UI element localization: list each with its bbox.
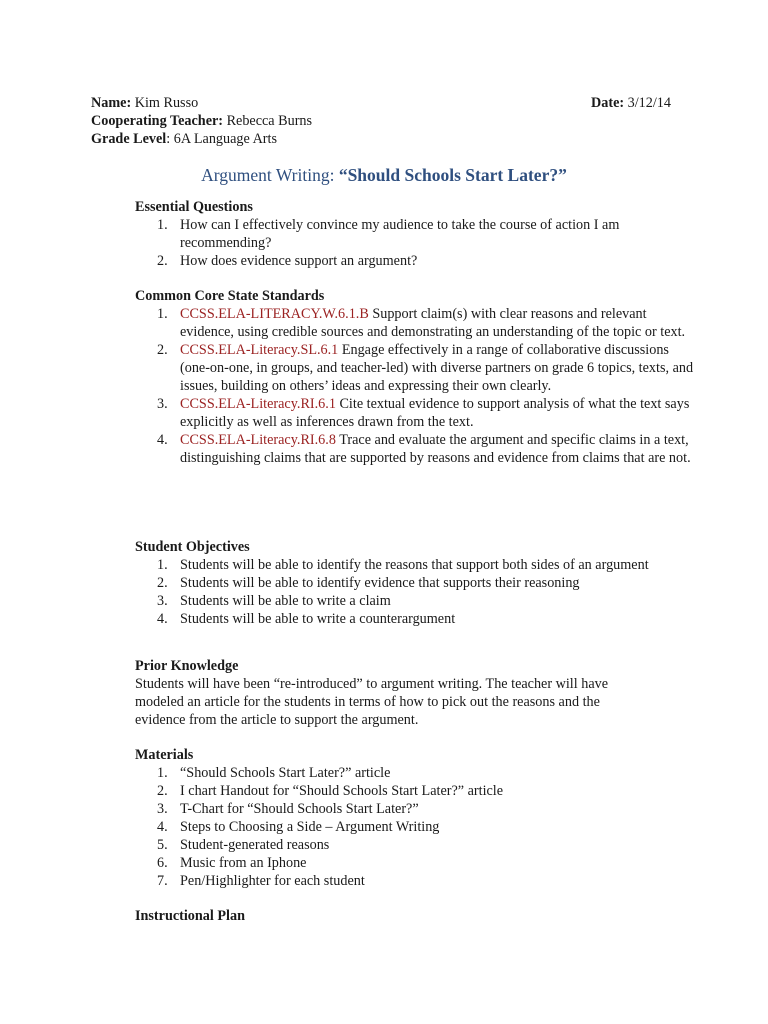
list-item: 4. CCSS.ELA-Literacy.RI.6.8 Trace and evaluate the argument and specific claims in a text, distinguishing claims that are supported by reasons and evidence from claims that are not.	[157, 432, 691, 466]
grade-line	[91, 130, 277, 148]
title-emphasis: “Should Schools Start Later?”	[338, 165, 567, 185]
essential-questions-heading: Essential Questions	[135, 199, 253, 215]
essential-questions-section	[135, 198, 695, 270]
essential-questions-list	[135, 216, 695, 270]
prior-knowledge-section	[135, 657, 645, 729]
objectives-section	[135, 538, 695, 628]
list-item: 1. How can I effectively convince my audience to take the course of action I am recommending?	[157, 217, 620, 251]
standard-code: CCSS.ELA-Literacy.RI.6.8	[180, 432, 336, 448]
list-item: 3. CCSS.ELA-Literacy.RI.6.1 Cite textual evidence to support analysis of what the text says explicitly as well as inferences drawn from the text.	[157, 396, 690, 430]
standard-code: CCSS.ELA-Literacy.RI.6.1	[180, 396, 336, 412]
list-item: 2. How does evidence support an argument?	[157, 253, 418, 269]
list-item: 6. Music from an Iphone	[157, 855, 307, 871]
list-item: 1. “Should Schools Start Later?” article	[157, 765, 391, 781]
standard-code: CCSS.ELA-Literacy.SL.6.1	[180, 342, 339, 358]
title-prefix: Argument Writing:	[201, 165, 339, 185]
objectives-list	[135, 556, 695, 628]
prior-knowledge-heading: Prior Knowledge	[135, 658, 239, 674]
standards-section	[135, 287, 695, 467]
materials-list	[135, 764, 695, 890]
grade-separator: :	[166, 131, 174, 147]
list-item: 2. CCSS.ELA-Literacy.SL.6.1 Engage effectively in a range of collaborative discussions (one-on-one, in groups, and teacher-led) with diverse partners on grade 6 topics, texts, and issues, building on others’ ideas and expressing their own clearly.	[157, 342, 694, 394]
date-value: 3/12/14	[627, 95, 671, 111]
teacher-line	[91, 112, 312, 130]
grade-value: 6A Language Arts	[173, 131, 277, 147]
instructional-plan-section	[135, 907, 695, 925]
standards-list	[135, 305, 695, 467]
name-label: Name:	[91, 95, 132, 111]
list-item: 1. Students will be able to identify the reasons that support both sides of an argument	[157, 557, 649, 573]
materials-section	[135, 746, 695, 890]
standard-code: CCSS.ELA-LITERACY.W.6.1.B	[180, 306, 369, 322]
teacher-value: Rebecca Burns	[226, 113, 313, 129]
date-label: Date:	[591, 95, 625, 111]
prior-knowledge-text: Students will have been “re-introduced” to argument writing. The teacher will have modeled an article for the students in terms of how to pick out the reasons and the evidence from the article to support the argument.	[135, 676, 609, 728]
document-title	[0, 164, 768, 186]
date-line	[591, 94, 671, 112]
list-item: 1. CCSS.ELA-LITERACY.W.6.1.B Support claim(s) with clear reasons and relevant evidence, using credible sources and demonstrating an understanding of the topic or text.	[157, 306, 686, 340]
name-line	[91, 94, 198, 112]
materials-heading: Materials	[135, 747, 194, 763]
list-item: 3. Students will be able to write a claim	[157, 593, 391, 609]
standards-heading: Common Core State Standards	[135, 288, 325, 304]
grade-label: Grade Level	[91, 131, 167, 147]
list-item: 2. I chart Handout for “Should Schools Start Later?” article	[157, 783, 504, 799]
list-item: 7. Pen/Highlighter for each student	[157, 873, 365, 889]
instructional-plan-heading: Instructional Plan	[135, 908, 245, 924]
name-value: Kim Russo	[134, 95, 199, 111]
list-item: 3. T-Chart for “Should Schools Start Later?”	[157, 801, 419, 817]
objectives-heading: Student Objectives	[135, 539, 250, 555]
list-item: 2. Students will be able to identify evidence that supports their reasoning	[157, 575, 580, 591]
list-item: 4. Students will be able to write a counterargument	[157, 611, 456, 627]
teacher-label: Cooperating Teacher:	[91, 113, 224, 129]
list-item: 5. Student-generated reasons	[157, 837, 330, 853]
list-item: 4. Steps to Choosing a Side – Argument Writing	[157, 819, 440, 835]
